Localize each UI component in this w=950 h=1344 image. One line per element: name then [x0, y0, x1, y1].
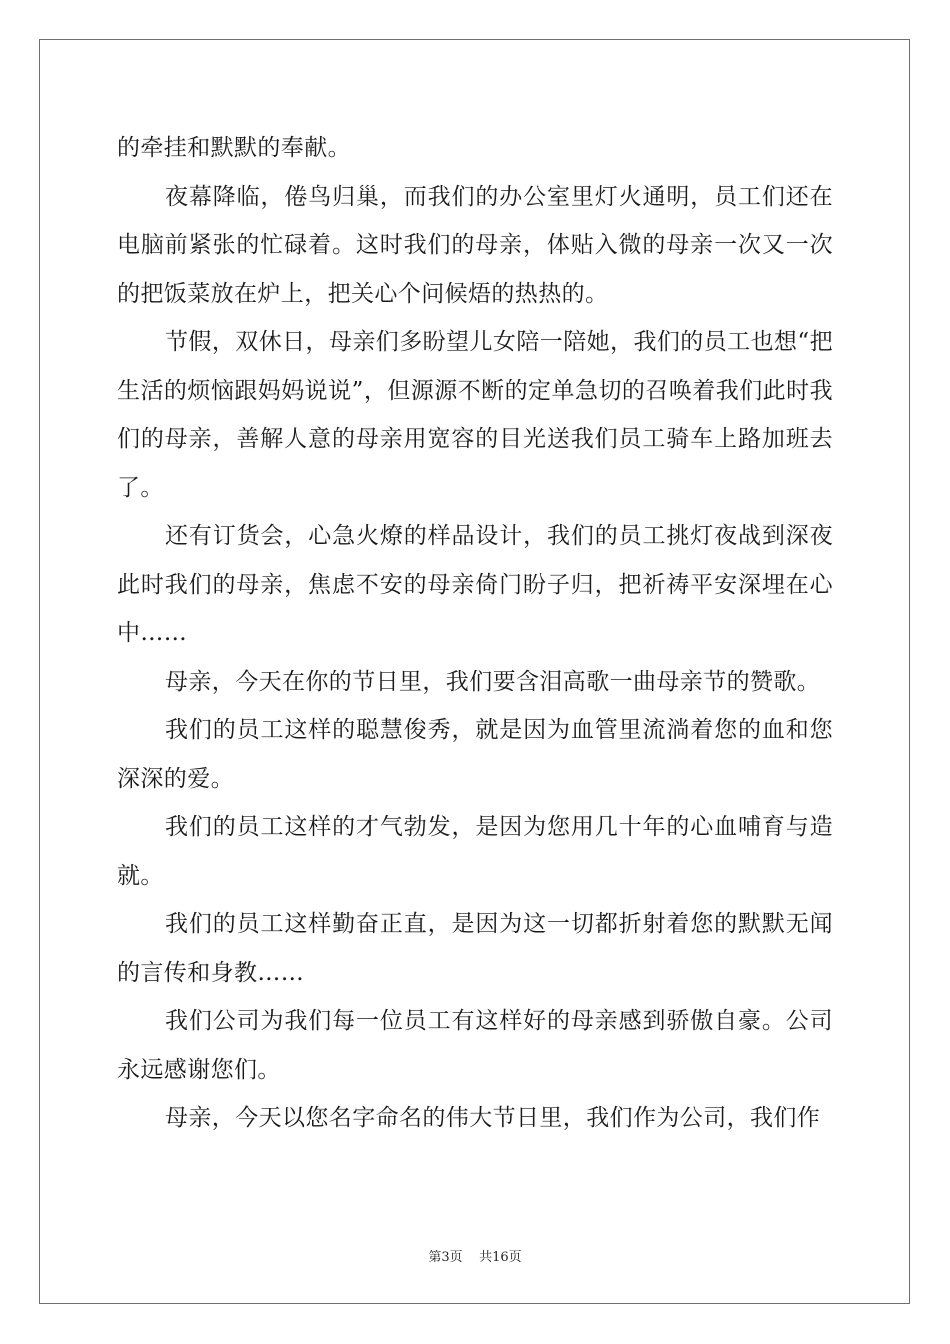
paragraph-8: 我们的员工这样勤奋正直，是因为这一切都折射着您的默默无闻的言传和身教…… — [117, 911, 833, 986]
paragraph-5: 母亲，今天在你的节日里，我们要含泪高歌一曲母亲节的赞歌。 — [165, 668, 821, 695]
paragraph-2: 夜幕降临，倦鸟归巢，而我们的办公室里灯火通明，员工们还在电脑前紧张的忙碌着。这时我们的母亲，体贴入微的母亲一次又一次的把饭菜放在炉上，把关心个问候焐的热热的。 — [117, 183, 833, 307]
page-number-footer: 第3页 共16页 — [428, 1250, 522, 1265]
paragraph-10: 母亲，今天以您名字命名的伟大节日里，我们作为公司，我们作 — [165, 1105, 821, 1131]
paragraph-4: 还有订货会，心急火燎的样品设计，我们的员工挑灯夜战到深夜此时我们的母亲，焦虑不安的母亲倚门盼子归，把祈祷平安深埋在心中…… — [117, 523, 833, 646]
paragraph-3: 节假，双休日，母亲们多盼望儿女陪一陪她，我们的员工也想“把生活的烦恼跟妈妈说说”，但源源不断的定单急切的召唤着我们此时我们的母亲，善解人意的母亲用宽容的目光送我们员工骑车上路加班去了。 — [117, 329, 833, 501]
paragraph-7: 我们的员工这样的才气勃发，是因为您用几十年的心血哺育与造就。 — [117, 814, 833, 889]
paragraph-6: 我们的员工这样的聪慧俊秀，就是因为血管里流淌着您的血和您深深的爱。 — [117, 717, 833, 792]
paragraph-9: 我们公司为我们每一位员工有这样好的母亲感到骄傲自豪。公司永远感谢您们。 — [117, 1008, 833, 1083]
document-body — [117, 124, 833, 1143]
paragraph-1: 的牵挂和默默的奉献。 — [117, 135, 351, 161]
